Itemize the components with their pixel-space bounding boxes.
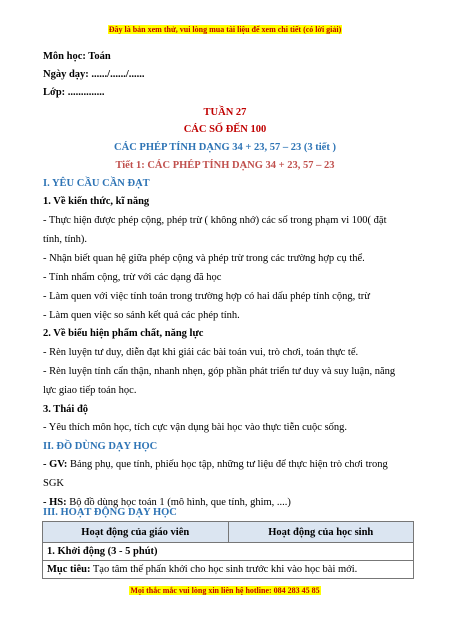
objective-text: Tạo tâm thế phấn khởi cho học sinh trước khi vào học bài mới. [90, 564, 358, 575]
knowledge-item: tính, tính). [43, 234, 88, 245]
teacher-column-header: Hoạt động của giáo viên [43, 522, 229, 543]
student-column-header: Hoạt động của học sinh [228, 522, 414, 543]
knowledge-item: - Tính nhẩm cộng, trừ với các dạng đã học [43, 272, 222, 283]
attitude-heading: 3. Thái độ [43, 404, 89, 415]
warmup-heading: 1. Khởi động (3 - 5 phút) [43, 543, 414, 561]
gv-label: - GV: [43, 459, 68, 470]
date-line: Ngày dạy: ....../....../...... [43, 69, 145, 80]
gv-line-cont: SGK [43, 478, 65, 489]
section-1-heading: I. YÊU CẦU CẦN ĐẠT [43, 178, 150, 189]
knowledge-item: - Làm quen việc so sánh kết quả các phép tính. [43, 310, 240, 321]
objective-cell [43, 561, 414, 579]
knowledge-item: - Thực hiện được phép cộng, phép trừ ( không nhớ) các số trong phạm vi 100( đặt [43, 215, 387, 226]
quality-heading: 2. Về biểu hiện phẩm chất, năng lực [43, 328, 204, 339]
hotline-banner: Mọi thắc mắc vui lòng xin liên hệ hotline: 084 283 45 85 [130, 586, 320, 595]
table-row [43, 561, 414, 579]
table-row [43, 543, 414, 561]
class-line: Lớp: .............. [43, 87, 105, 98]
activity-table [42, 521, 414, 579]
table-header-row [43, 522, 414, 543]
section-3-heading: III. HOẠT ĐỘNG DẠY HỌC [43, 507, 177, 518]
knowledge-item: - Làm quen với việc tính toán trong trường hợp có hai dấu phép tính cộng, trừ [43, 291, 370, 302]
preview-banner: Đây là bản xem thử, vui lòng mua tài liệu để xem chi tiết (có lời giải) [108, 25, 342, 34]
lesson-title: Tiết 1: CÁC PHÉP TÍNH DẠNG 34 + 23, 57 – 23 [115, 160, 335, 171]
quality-item: - Rèn luyện tính cẩn thận, nhanh nhẹn, góp phần phát triển tư duy và suy luận, năng [43, 366, 396, 377]
subject-line: Môn học: Toán [43, 51, 111, 62]
section-2-heading: II. ĐỒ DÙNG DẠY HỌC [43, 441, 158, 452]
objective-label: Mục tiêu: [47, 564, 91, 575]
gv-line [43, 458, 388, 471]
topic-title: CÁC SỐ ĐẾN 100 [183, 124, 267, 135]
gv-text: Bảng phụ, que tính, phiếu học tập, những tư liệu để thực hiện trò chơi trong [67, 459, 388, 470]
quality-item: lực giao tiếp toán học. [43, 385, 137, 396]
hs-label: - HS: [43, 497, 67, 508]
quality-item: - Rèn luyện tư duy, diễn đạt khi giải các bài toán vui, trò chơi, toán thực tế. [43, 347, 359, 358]
hs-text: Bộ đồ dùng học toán 1 (mô hình, que tính, ghim, ....) [66, 497, 291, 508]
week-title: TUẦN 27 [203, 107, 247, 118]
subtopic-title: CÁC PHÉP TÍNH DẠNG 34 + 23, 57 – 23 (3 tiết ) [114, 142, 336, 153]
knowledge-item: - Nhận biết quan hệ giữa phép cộng và phép trừ trong các trường hợp cụ thể. [43, 253, 365, 264]
knowledge-heading: 1. Về kiến thức, kĩ năng [43, 196, 150, 207]
attitude-item: - Yêu thích môn học, tích cực vận dụng bài học vào thực tiễn cuộc sống. [43, 422, 348, 433]
